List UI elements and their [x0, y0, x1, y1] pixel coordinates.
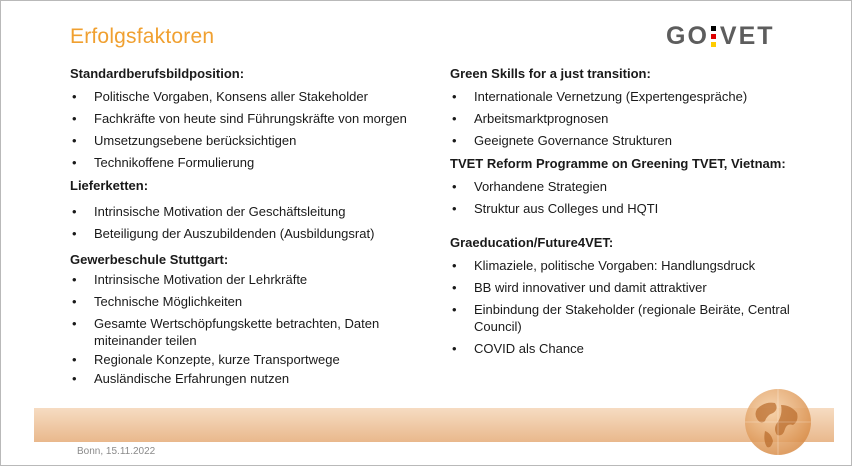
list-item: • Umsetzungsebene berücksichtigen [70, 132, 430, 149]
footer-date: Bonn, 15.11.2022 [77, 446, 156, 457]
slide-title: Erfolgsfaktoren [70, 25, 215, 48]
list-item: • BB wird innovativer und damit attraktiver [450, 279, 820, 296]
bullet-list [450, 178, 820, 217]
list-item: • Technische Möglichkeiten [70, 293, 430, 310]
section-standardberufsbildposition [70, 65, 430, 171]
section-heading: Lieferketten: [70, 178, 149, 193]
govet-logo [666, 23, 775, 49]
list-item: • Beteiligung der Auszubildenden (Ausbildungsrat) [70, 225, 430, 242]
logo-dot-red [711, 34, 716, 39]
bullet-list [450, 257, 820, 357]
section-gewerbeschule-stuttgart [70, 251, 430, 387]
list-item: • Internationale Vernetzung (Expertengespräche) [450, 88, 820, 105]
list-item: • Politische Vorgaben, Konsens aller Stakeholder [70, 88, 430, 105]
section-heading: TVET Reform Programme on Greening TVET, Vietnam: [450, 156, 786, 171]
section-heading: Graeducation/Future4VET: [450, 235, 614, 250]
list-item: • Intrinsische Motivation der Lehrkräfte [70, 271, 430, 288]
list-item: • Struktur aus Colleges und HQTI [450, 200, 820, 217]
right-column [450, 65, 820, 363]
globe-icon [743, 387, 813, 457]
logo-text-right: VET [719, 21, 775, 50]
section-heading: Gewerbeschule Stuttgart: [70, 252, 229, 267]
left-column [70, 65, 430, 393]
list-item: • Gesamte Wertschöpfungskette betrachten, Daten miteinander teilen [70, 315, 430, 349]
list-item: • Ausländische Erfahrungen nutzen [70, 370, 430, 387]
bullet-list [450, 88, 820, 149]
bullet-list [70, 271, 430, 387]
list-item: • COVID als Chance [450, 340, 820, 357]
list-item: • Fachkräfte von heute sind Führungskräfte von morgen [70, 110, 430, 127]
logo-dot-gold [711, 42, 716, 47]
list-item: • Regionale Konzepte, kurze Transportwege [70, 351, 430, 368]
bullet-list [70, 203, 430, 242]
section-heading: Standardberufsbildposition: [70, 66, 245, 81]
logo-flag-mark [711, 26, 716, 47]
section-green-skills [450, 65, 820, 149]
logo-text-left: GO [666, 21, 709, 50]
section-graeducation [450, 234, 820, 357]
footer-band [34, 408, 834, 442]
list-item: • Klimaziele, politische Vorgaben: Handlungsdruck [450, 257, 820, 274]
bullet-list [70, 88, 430, 171]
list-item: • Vorhandene Strategien [450, 178, 820, 195]
logo-dot-black [711, 26, 716, 31]
section-lieferketten [70, 177, 430, 242]
section-heading: Green Skills for a just transition: [450, 66, 651, 81]
list-item: • Technikoffene Formulierung [70, 154, 430, 171]
list-item: • Einbindung der Stakeholder (regionale Beiräte, Central Council) [450, 301, 820, 335]
section-tvet-reform [450, 155, 820, 217]
list-item: • Arbeitsmarktprognosen [450, 110, 820, 127]
list-item: • Intrinsische Motivation der Geschäftsleitung [70, 203, 430, 220]
list-item: • Geeignete Governance Strukturen [450, 132, 820, 149]
